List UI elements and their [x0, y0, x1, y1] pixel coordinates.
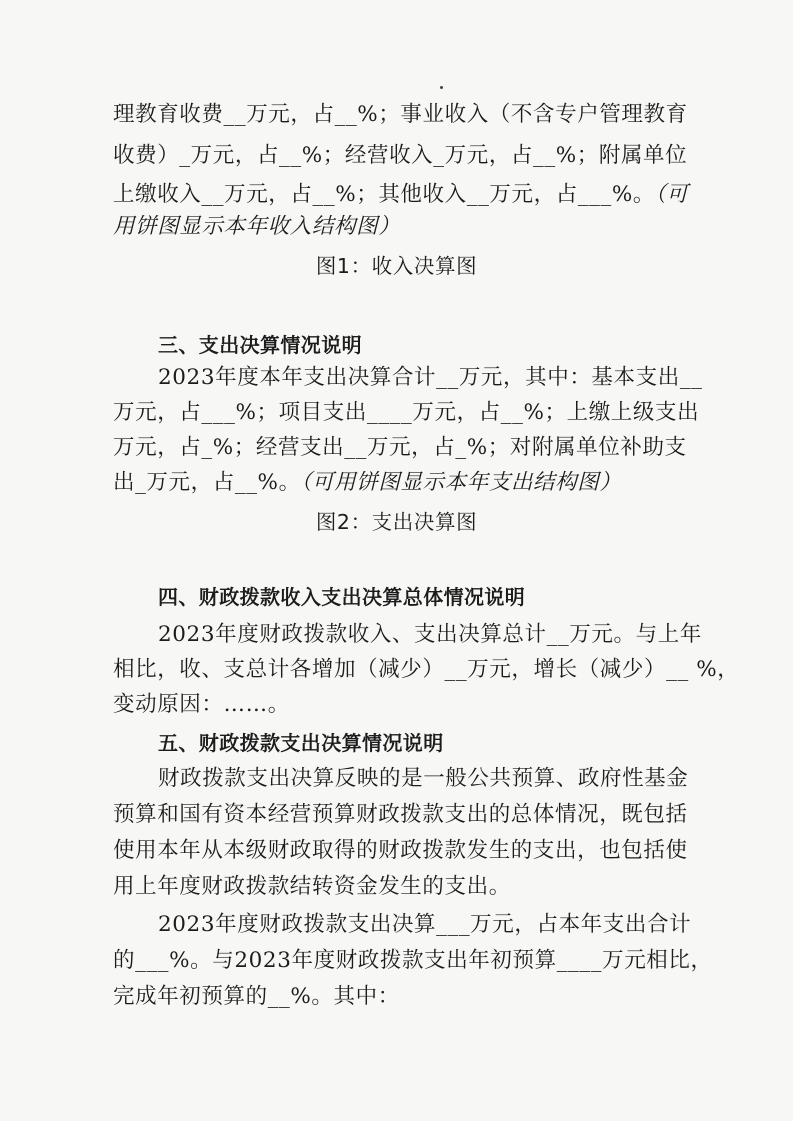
- body-line: [113, 180, 689, 210]
- figure-caption: 图2：支出决算图: [315, 510, 478, 534]
- body-line: 完成年初预算的__%。其中：: [113, 984, 400, 1009]
- body-line: 理教育收费__万元，占__%；事业收入（不含专户管理教育: [113, 102, 688, 127]
- body-line: 收费）_万元，占__%；经营收入_万元，占__%；附属单位: [113, 143, 688, 168]
- body-line: 2023年度财政拨款收入、支出决算总计__万元。与上年: [158, 622, 702, 647]
- body-line: [113, 468, 673, 498]
- section-heading: 四、财政拨款收入支出决算总体情况说明: [158, 585, 526, 609]
- body-text: 上缴收入__万元，占__%；其他收入__万元，占___%。: [113, 182, 656, 207]
- note-text: （可用饼图显示本年支出结构图）: [300, 470, 622, 495]
- body-line: 的___%。与2023年度财政拨款支出年初预算____万元相比，: [113, 948, 713, 973]
- figure-caption: 图1：收入决算图: [315, 254, 478, 278]
- note-text: （可: [655, 182, 689, 207]
- section-heading: 三、支出决算情况说明: [158, 333, 362, 357]
- body-line: 用上年度财政拨款结转资金发生的支出。: [113, 874, 511, 899]
- body-line: 万元，占___%；项目支出____万元，占__%；上缴上级支出: [113, 400, 700, 425]
- body-line: 相比，收、支总计各增加（减少）__万元，增长（减少）__ %，: [113, 657, 740, 682]
- body-line: 万元，占_%；经营支出__万元，占_%；对附属单位补助支: [113, 435, 687, 460]
- note-line: 用饼图显示本年收入结构图）: [113, 214, 401, 239]
- body-line: 2023年度财政拨款支出决算___万元，占本年支出合计: [158, 912, 692, 937]
- body-line: 2023年度本年支出决算合计__万元，其中：基本支出__: [158, 365, 703, 390]
- scan-dot: [440, 86, 443, 89]
- body-line: 使用本年从本级财政取得的财政拨款发生的支出，也包括使: [113, 838, 688, 863]
- body-line: 变动原因：……。: [113, 692, 290, 717]
- section-heading: 五、财政拨款支出决算情况说明: [158, 731, 444, 755]
- body-line: 预算和国有资本经营预算财政拨款支出的总体情况，既包括: [113, 802, 688, 827]
- body-text: 出_万元，占__%。: [113, 470, 301, 495]
- body-line: 财政拨款支出决算反映的是一般公共预算、政府性基金: [158, 766, 689, 791]
